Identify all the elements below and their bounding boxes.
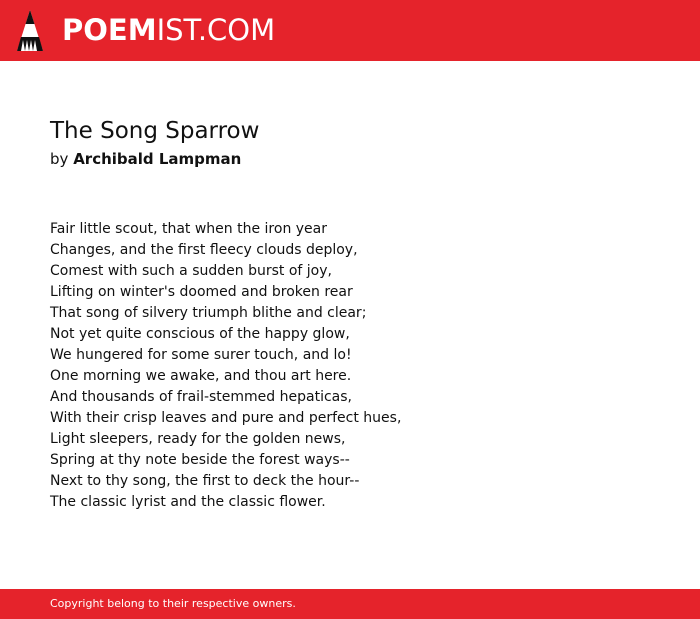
poem-title: The Song Sparrow bbox=[50, 118, 260, 144]
brand-light-text: IST.COM bbox=[156, 13, 276, 47]
byline bbox=[50, 149, 241, 169]
copyright-text: Copyright belong to their respective owners. bbox=[50, 597, 296, 610]
poem-line: Comest with such a sudden burst of joy, bbox=[50, 263, 332, 279]
by-label: by bbox=[50, 150, 69, 168]
brand-bold-text: POEM bbox=[62, 13, 157, 47]
author-name: Archibald Lampman bbox=[73, 150, 242, 168]
poem-line: Light sleepers, ready for the golden news, bbox=[50, 431, 346, 447]
poem-line: The classic lyrist and the classic flower. bbox=[50, 494, 326, 510]
poem-line: With their crisp leaves and pure and perfect hues, bbox=[50, 410, 402, 426]
poem-line: Lifting on winter's doomed and broken rear bbox=[50, 284, 353, 300]
poem-body bbox=[50, 219, 401, 513]
poem-line: We hungered for some surer touch, and lo! bbox=[50, 347, 352, 363]
poem-line: One morning we awake, and thou art here. bbox=[50, 368, 352, 384]
poem-line: Fair little scout, that when the iron year bbox=[50, 221, 327, 237]
site-header bbox=[0, 0, 700, 61]
poem-line: Next to thy song, the first to deck the hour-- bbox=[50, 473, 360, 489]
poem-line: Changes, and the first fleecy clouds deploy, bbox=[50, 242, 358, 258]
site-logo-text[interactable] bbox=[62, 12, 275, 48]
poem-line: Not yet quite conscious of the happy glow, bbox=[50, 326, 350, 342]
poem-line: And thousands of frail-stemmed hepaticas, bbox=[50, 389, 352, 405]
pencil-tip-icon[interactable] bbox=[17, 10, 43, 51]
site-footer bbox=[0, 589, 700, 619]
poem-line: That song of silvery triumph blithe and clear; bbox=[50, 305, 367, 321]
poem-line: Spring at thy note beside the forest ways-- bbox=[50, 452, 350, 468]
